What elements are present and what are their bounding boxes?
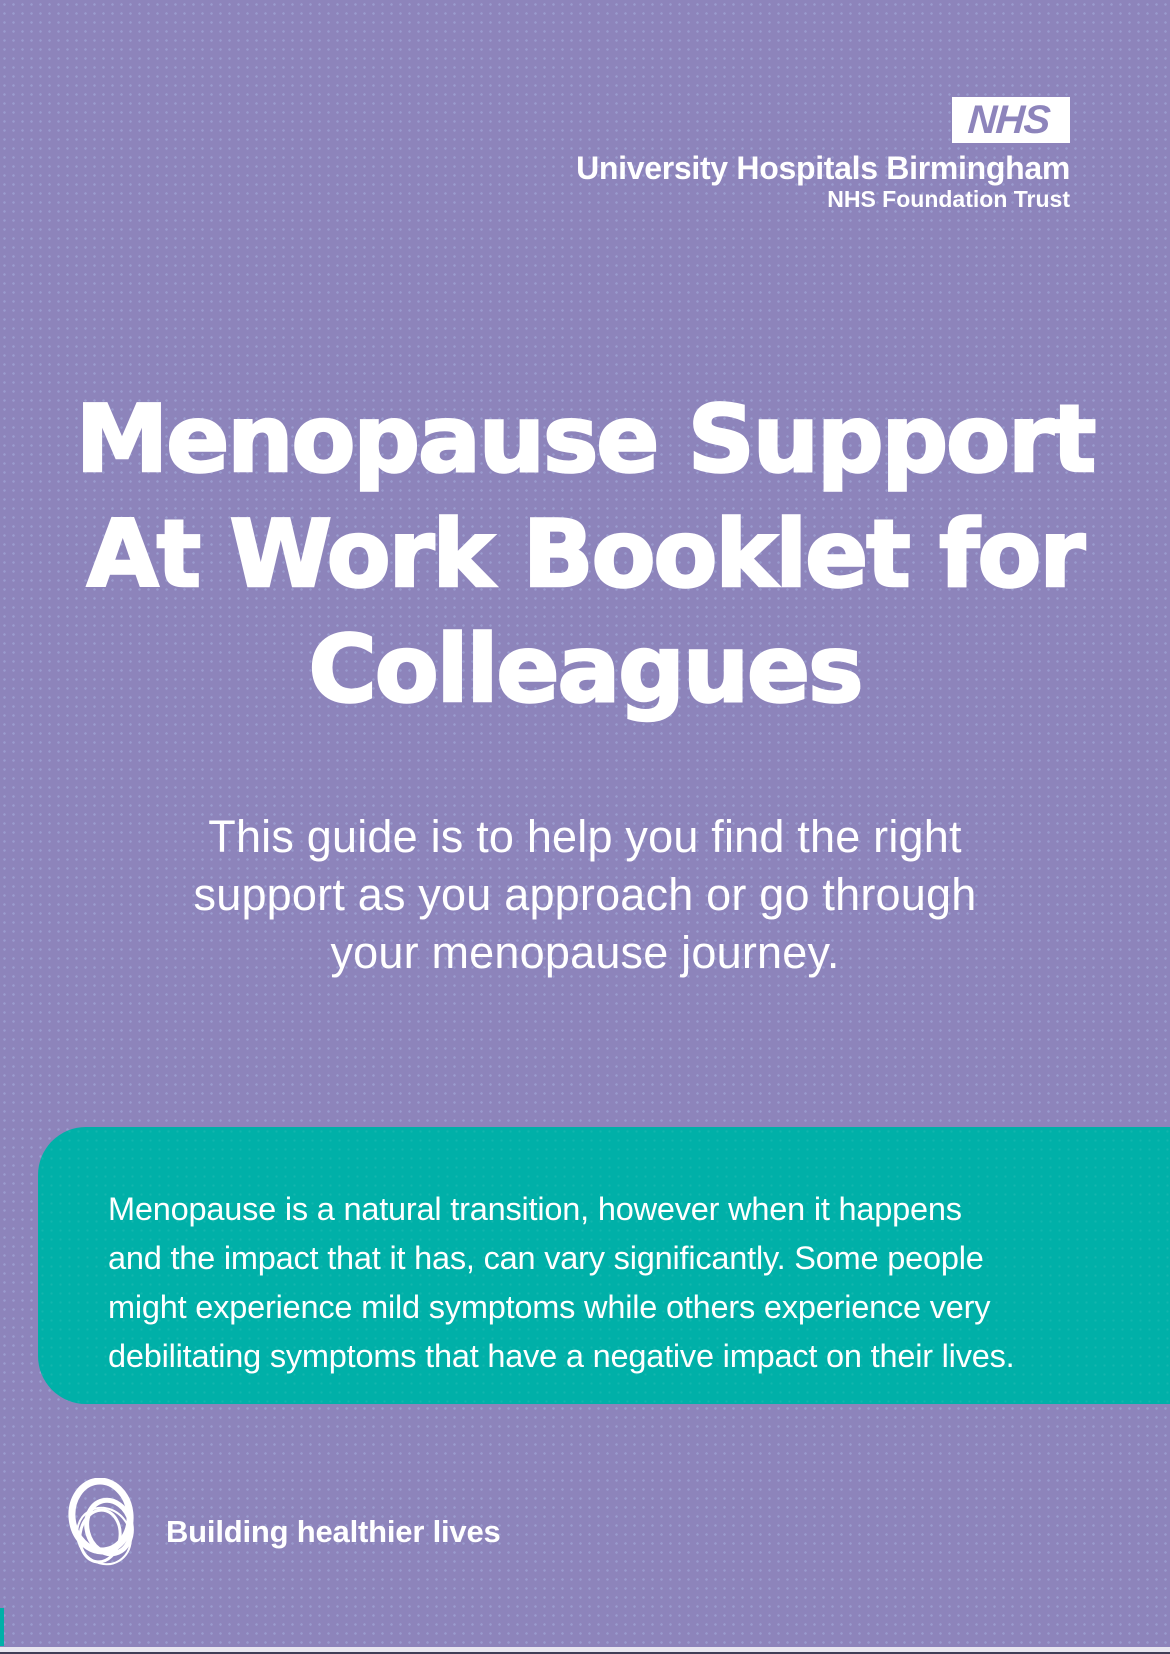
- page-title: [0, 382, 1170, 727]
- page-subtitle: [0, 808, 1170, 982]
- page-title-line-3: Colleagues: [308, 615, 862, 723]
- intro-highlight-box: [38, 1127, 1170, 1404]
- page-subtitle-line-1: This guide is to help you find the right: [208, 811, 962, 862]
- intro-text-line-4: debilitating symptoms that have a negative impact on their lives.: [108, 1338, 1015, 1374]
- intro-text-line-2: and the impact that it has, can vary significantly. Some people: [108, 1240, 984, 1276]
- nhs-logo: [952, 97, 1070, 143]
- left-edge-teal-tick: [0, 1608, 4, 1646]
- intro-text-line-3: might experience mild symptoms while others experience very: [108, 1289, 991, 1325]
- nhs-header-block: [576, 97, 1070, 213]
- swirl-ellipses-icon: [64, 1478, 144, 1573]
- intro-text-line-1: Menopause is a natural transition, however when it happens: [108, 1191, 962, 1227]
- footer-brand: [64, 1478, 501, 1573]
- organisation-subtitle: NHS Foundation Trust: [827, 186, 1070, 212]
- intro-text: [108, 1185, 1130, 1381]
- footer-tagline: Building healthier lives: [166, 1513, 501, 1549]
- page-subtitle-line-2: support as you approach or go through: [193, 869, 977, 920]
- page-subtitle-line-3: your menopause journey.: [330, 927, 840, 978]
- nhs-logo-text: NHS: [966, 98, 1052, 142]
- organisation-name: University Hospitals Birmingham: [576, 150, 1070, 186]
- page-title-line-1: Menopause Support: [75, 385, 1095, 493]
- page-title-line-2: At Work Booklet for: [86, 500, 1084, 608]
